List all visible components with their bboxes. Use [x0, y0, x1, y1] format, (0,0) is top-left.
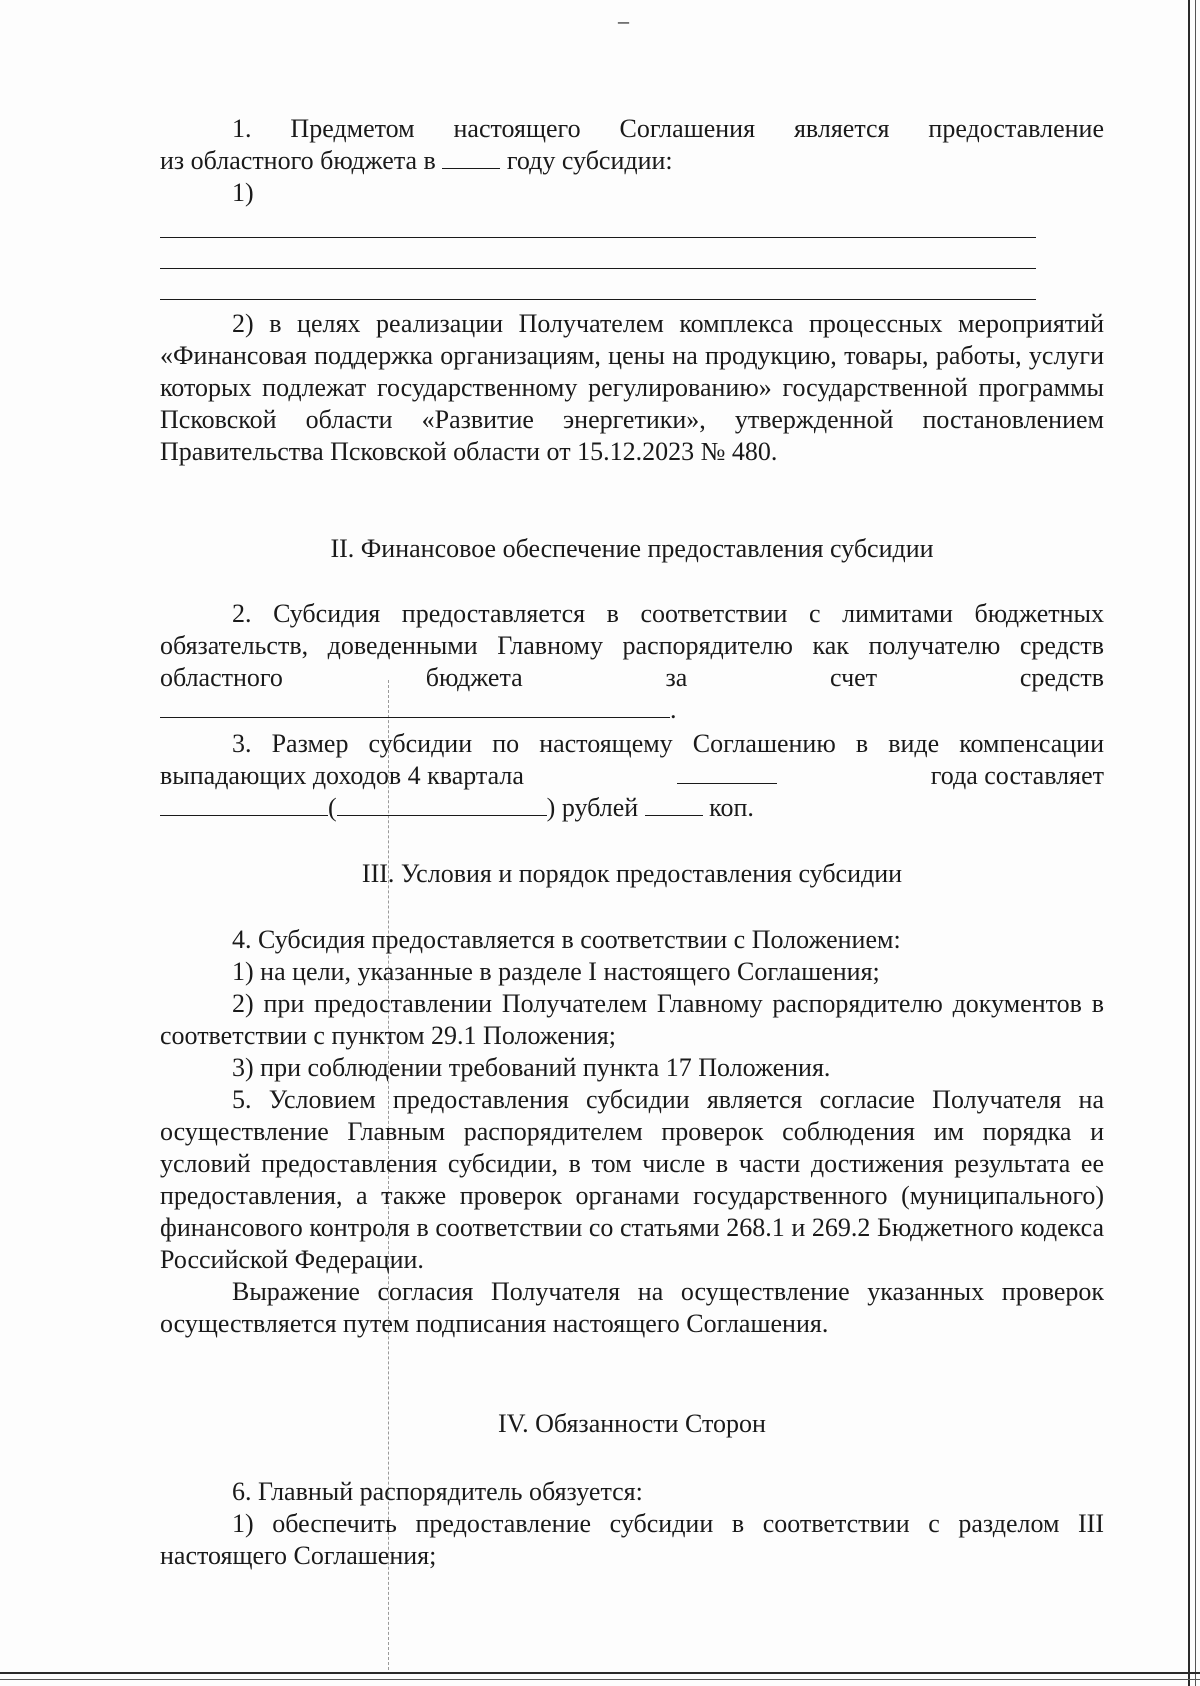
paragraph-3-line1: 3. Размер субсидии по настоящему Соглашению в виде компенсации	[232, 729, 1104, 758]
paragraph-3-line3: ( ) рублей коп.	[160, 792, 1104, 824]
paragraph-3-block	[160, 728, 1104, 824]
section-3	[160, 858, 1104, 890]
paragraph-3-line2-b: года составляет	[930, 761, 1104, 790]
paragraph-6-block	[160, 1476, 1104, 1572]
paragraph-1-line1: 1. Предметом настоящего Соглашения является предоставление	[232, 114, 1104, 143]
paragraph-6-item-1: 1) обеспечить предоставление субсидии в соответствии с разделом III настоящего Соглашения;	[160, 1509, 1104, 1570]
year-blank	[442, 146, 500, 169]
scan-edge-right-inner	[1195, 0, 1196, 1686]
paragraph-2-block	[160, 598, 1104, 726]
paragraph-1-line2-after: году субсидии:	[506, 146, 673, 175]
scan-edge-bottom	[0, 1672, 1200, 1674]
kopecks-blank	[645, 793, 703, 816]
paragraph-1-line2-before: из областного бюджета в	[160, 146, 436, 175]
paragraph-4-block	[160, 924, 1104, 1340]
paragraph-2-text: 2. Субсидия предоставляется в соответствии с лимитами бюджетных обязательств, доведенными Главному распорядителю как получателю средств областного бюджета за счет средств	[160, 599, 1104, 692]
paragraph-3-line2-a: выпадающих доходов 4 квартала	[160, 761, 524, 790]
scan-edge-right	[1188, 0, 1190, 1686]
item-2-block	[160, 308, 1104, 468]
section-1	[160, 113, 1104, 300]
paragraph-4-text: 4. Субсидия предоставляется в соответствии с Положением:	[232, 925, 901, 954]
section-3-heading: III. Условия и порядок предоставления субсидии	[361, 859, 903, 888]
paragraph-4-item-1: 1) на цели, указанные в разделе I настоящего Соглашения;	[232, 957, 880, 986]
section-2-heading: II. Финансовое обеспечение предоставления субсидии	[330, 534, 934, 563]
kopecks-label: коп.	[709, 793, 754, 822]
fill-line-2	[160, 240, 1036, 269]
source-blank	[160, 695, 670, 718]
paragraph-4-item-3: 3) при соблюдении требований пункта 17 Положения.	[232, 1053, 831, 1082]
paragraph-6-text: 6. Главный распорядитель обязуется:	[232, 1477, 643, 1506]
fill-line-3	[160, 271, 1036, 300]
page-mark: –	[618, 8, 629, 33]
period-year-blank	[677, 761, 777, 784]
paragraph-5-consent: Выражение согласия Получателя на осуществление указанных проверок осуществляется путем подписания настоящего Соглашения.	[160, 1277, 1104, 1338]
paragraph-2-blank-line: .	[160, 694, 1104, 726]
item-2-text: 2) в целях реализации Получателем комплекса процессных мероприятий «Финансовая поддержка организациям, цены на продукцию, товары, работы, услуги которых подлежат государственному регулированию» государственной программы Псковской области «Развитие энергетики», утвержденной постановлением Правительства Псковской области от 15.12.2023 № 480.	[160, 309, 1104, 466]
item-1-label: 1)	[232, 178, 254, 207]
scan-edge-bottom-inner	[0, 1679, 1200, 1680]
paragraph-1-line2	[160, 145, 1104, 177]
amount-digits-blank	[160, 793, 328, 816]
rubles-label: ) рублей	[546, 793, 639, 822]
section-4	[160, 1408, 1104, 1440]
section-4-heading: IV. Обязанности Сторон	[498, 1409, 766, 1438]
amount-words-blank	[337, 793, 547, 816]
paragraph-4-item-2: 2) при предоставлении Получателем Главному распорядителю документов в соответствии с пунктом 29.1 Положения;	[160, 989, 1104, 1050]
paragraph-3-line2	[160, 760, 1104, 792]
paragraph-5-text: 5. Условием предоставления субсидии является согласие Получателя на осуществление Главным распорядителем проверок соблюдения им порядка и условий предоставления субсидии, в том числе в части достижения результата ее предоставления, а также проверок органами государственного (муниципального) финансового контроля в соответствии со статьями 268.1 и 269.2 Бюджетного кодекса Российской Федерации.	[160, 1085, 1104, 1274]
section-2	[160, 533, 1104, 565]
fill-line-1	[160, 209, 1036, 238]
